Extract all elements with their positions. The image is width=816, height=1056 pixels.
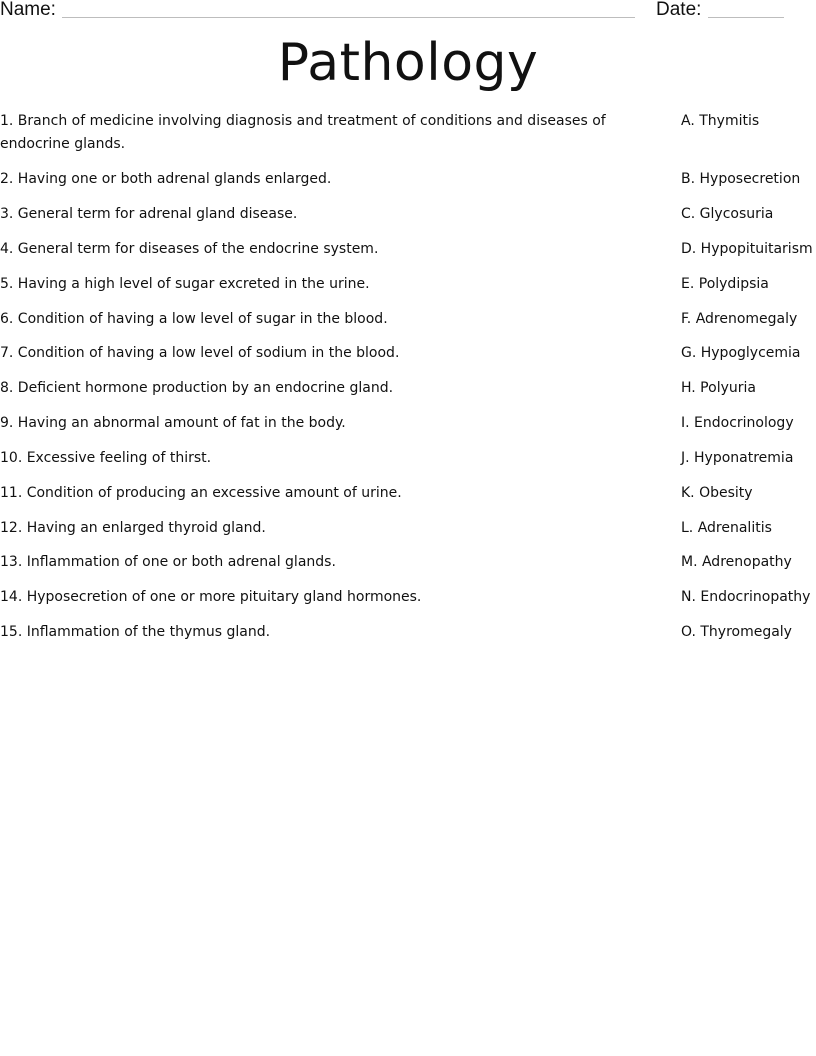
clue-item: 12. Having an enlarged thyroid gland. [0,520,266,536]
name-label: Name: [0,0,56,20]
answer-item: B. Hyposecretion [681,171,801,187]
page-title: Pathology [277,33,539,93]
answer-item: E. Polydipsia [681,276,769,292]
answer-item: O. Thyromegaly [681,624,792,640]
worksheet-header [0,0,816,24]
answer-item: I. Endocrinology [681,415,794,431]
clue-item: 3. General term for adrenal gland disease. [0,206,298,222]
answer-item: D. Hypopituitarism [681,241,813,257]
clue-item: 7. Condition of having a low level of sodium in the blood. [0,345,400,361]
answer-item: A. Thymitis [681,113,760,129]
answer-item: C. Glycosuria [681,206,774,222]
clue-item: 6. Condition of having a low level of sugar in the blood. [0,311,388,327]
answer-item: L. Adrenalitis [681,520,772,536]
answer-item: M. Adrenopathy [681,554,792,570]
answer-item: K. Obesity [681,485,753,501]
answer-item: H. Polyuria [681,380,756,396]
answer-item: G. Hypoglycemia [681,345,801,361]
name-blank-line [62,17,635,18]
clue-item: 8. Deficient hormone production by an endocrine gland. [0,380,394,396]
clue-item: 15. Inflammation of the thymus gland. [0,624,271,640]
clue-item: 4. General term for diseases of the endocrine system. [0,241,379,257]
date-label: Date: [656,0,702,20]
clue-item: 1. Branch of medicine involving diagnosis and treatment of conditions and diseases of endocrine glands. [0,113,606,152]
date-blank-line [708,17,784,18]
clue-item: 11. Condition of producing an excessive amount of urine. [0,485,402,501]
clue-item: 14. Hyposecretion of one or more pituitary gland hormones. [0,589,422,605]
clue-item: 13. Inflammation of one or both adrenal glands. [0,554,336,570]
clue-item: 10. Excessive feeling of thirst. [0,450,212,466]
answer-item: J. Hyponatremia [681,450,794,466]
clue-item: 5. Having a high level of sugar excreted in the urine. [0,276,370,292]
answer-item: N. Endocrinopathy [681,589,811,605]
clue-item: 9. Having an abnormal amount of fat in the body. [0,415,346,431]
clue-item: 2. Having one or both adrenal glands enlarged. [0,171,332,187]
answer-item: F. Adrenomegaly [681,311,798,327]
